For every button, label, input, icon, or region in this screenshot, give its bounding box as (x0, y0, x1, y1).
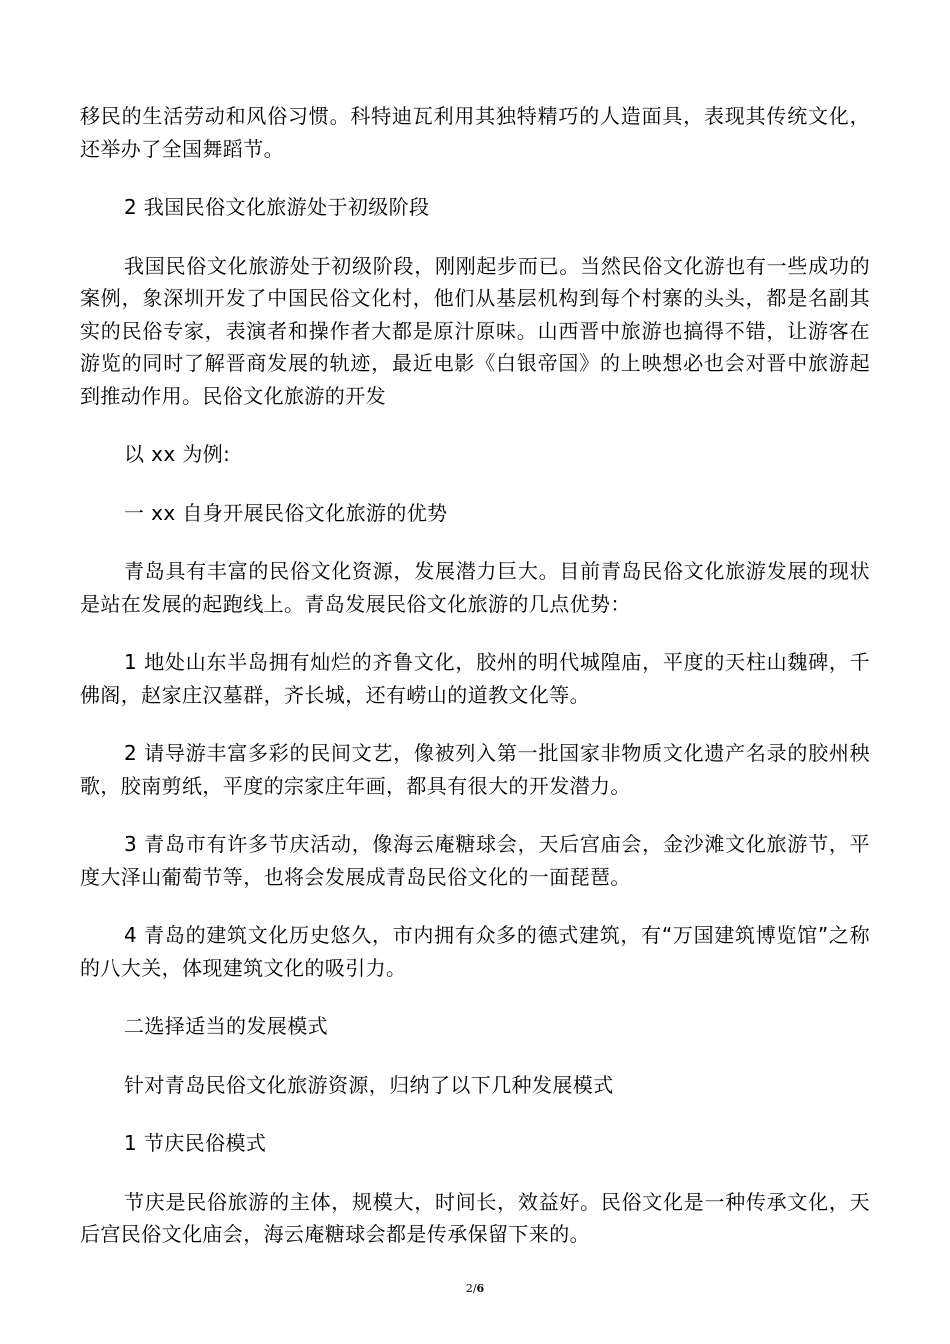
total-pages: 6 (476, 1282, 485, 1295)
list-item-3: 3 青岛市有许多节庆活动，像海云庵糖球会，天后宫庙会，金沙滩文化旅游节，平度大泽山葡萄节等，也将会发展成青岛民俗文化的一面琵琶。 (80, 832, 870, 889)
document-body (80, 100, 870, 1277)
page-separator: / (472, 1282, 477, 1295)
section-heading-2: 2 我国民俗文化旅游处于初级阶段 (124, 195, 430, 219)
paragraph-initial-stage: 我国民俗文化旅游处于初级阶段，刚刚起步而已。当然民俗文化游也有一些成功的案例，象深圳开发了中国民俗文化村，他们从基层机构到每个村寨的头头，都是名副其实的民俗专家，表演者和操作者大都是原汁原味。山西晋中旅游也搞得不错，让游客在游览的同时了解晋商发展的轨迹，最近电影《白银帝国》的上映想必也会对晋中旅游起到推动作用。民俗文化旅游的开发 (80, 253, 870, 408)
paragraph-models-intro: 针对青岛民俗文化旅游资源，归纳了以下几种发展模式 (124, 1072, 614, 1097)
list-item-1: 1 地处山东半岛拥有灿烂的齐鲁文化，胶州的明代城隍庙，平度的天柱山魏碑，千佛阁，赵家庄汉墓群，齐长城，还有崂山的道教文化等。 (80, 650, 870, 707)
paragraph-continuation: 移民的生活劳动和风俗习惯。科特迪瓦利用其独特精巧的人造面具，表现其传统文化，还举办了全国舞蹈节。 (80, 104, 870, 161)
paragraph-example-intro: 以 xx 为例: (124, 442, 231, 466)
paragraph-festival-model: 节庆是民俗旅游的主体，规模大，时间长，效益好。民俗文化是一种传承文化，天后宫民俗文化庙会，海云庵糖球会都是传承保留下来的。 (80, 1189, 870, 1246)
page-number (0, 1282, 950, 1295)
subheading-festival-model: 1 节庆民俗模式 (124, 1131, 267, 1155)
paragraph-qingdao-resources: 青岛具有丰富的民俗文化资源，发展潜力巨大。目前青岛民俗文化旅游发展的现状是站在发展的起跑线上。青岛发展民俗文化旅游的几点优势： (80, 559, 870, 616)
section-heading-advantages: 一 xx 自身开展民俗文化旅游的优势 (124, 500, 448, 525)
section-heading-models: 二选择适当的发展模式 (124, 1014, 328, 1038)
list-item-2: 2 请导游丰富多彩的民间文艺，像被列入第一批国家非物质文化遗产名录的胶州秧歌，胶南剪纸，平度的宗家庄年画，都具有很大的开发潜力。 (80, 741, 870, 798)
current-page: 2 (465, 1282, 473, 1295)
list-item-4: 4 青岛的建筑文化历史悠久，市内拥有众多的德式建筑，有“万国建筑博览馆”之称的八大关，体现建筑文化的吸引力。 (80, 923, 870, 980)
